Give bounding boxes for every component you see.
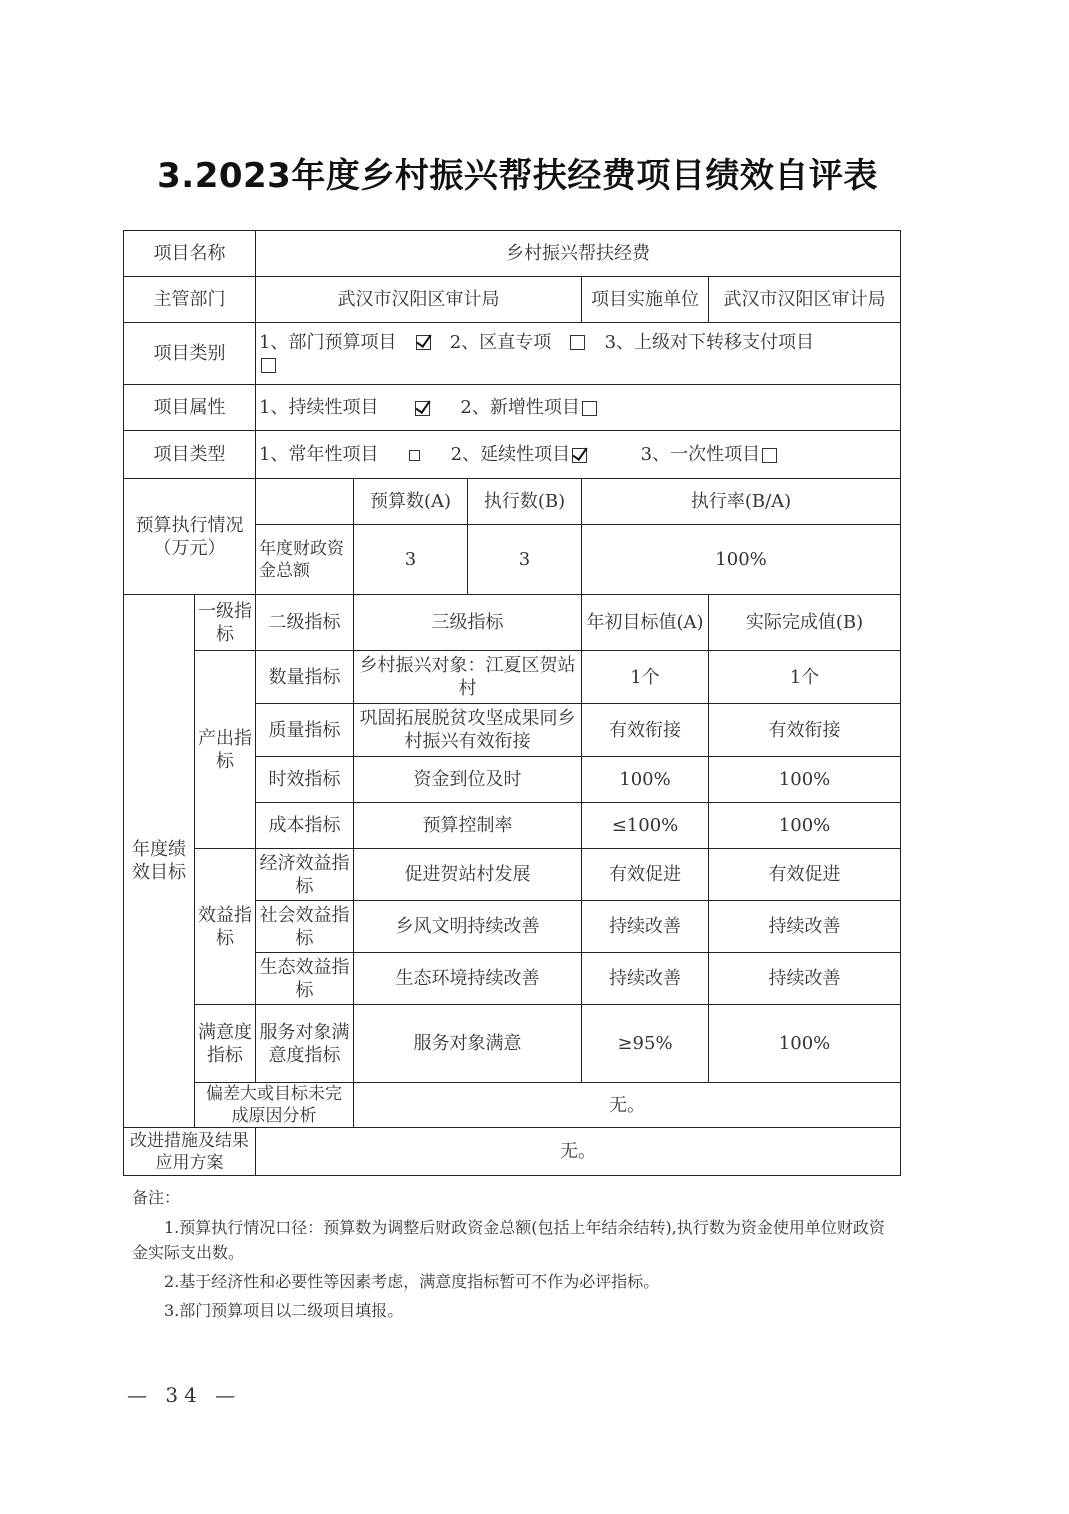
level3-cell: 预算控制率 [354, 803, 582, 849]
level3-cell: 促进贺站村发展 [354, 849, 582, 901]
level3-cell: 巩固拓展脱贫攻坚成果同乡村振兴有效衔接 [354, 704, 582, 757]
level2-cell: 经济效益指标 [256, 849, 354, 901]
row-budget-header [124, 479, 901, 525]
type-option-2: 2、延续性项目 [450, 444, 571, 465]
checkbox-checked-icon[interactable] [416, 335, 431, 350]
checkbox-empty-icon[interactable] [570, 335, 585, 350]
target-cell: 持续改善 [582, 953, 709, 1005]
type-option-1: 1、常年性项目 [259, 444, 379, 465]
page-number: — 34 — [127, 1383, 242, 1407]
attribute-options [256, 385, 901, 431]
budget-budgeted-value: 3 [354, 525, 468, 595]
checkbox-checked-icon[interactable] [572, 448, 587, 463]
checkbox-empty-icon[interactable] [261, 358, 276, 373]
impl-unit-value: 武汉市汉阳区审计局 [709, 277, 901, 323]
checkbox-empty-icon[interactable] [582, 401, 597, 416]
level2-cell: 成本指标 [256, 803, 354, 849]
budget-executed-value: 3 [468, 525, 582, 595]
header-actual: 实际完成值(B) [709, 595, 901, 651]
target-cell: 持续改善 [582, 901, 709, 953]
impl-unit-label: 项目实施单位 [582, 277, 709, 323]
level3-cell: 乡风文明持续改善 [354, 901, 582, 953]
row-department [124, 277, 901, 323]
budget-row-label: 年度财政资金总额 [256, 525, 354, 595]
type-option-3: 3、一次性项目 [640, 444, 761, 465]
level3-cell: 资金到位及时 [354, 757, 582, 803]
target-cell: ≥95% [582, 1005, 709, 1083]
note-item: 1.预算执行情况口径：预算数为调整后财政资金总额(包括上年结余结转),执行数为资金使用单位财政资金实际支出数。 [132, 1218, 885, 1262]
note-item: 2.基于经济性和必要性等因素考虑，满意度指标暂可不作为必评指标。 [164, 1272, 660, 1291]
row-type [124, 431, 901, 479]
row-project-name [124, 231, 901, 277]
level2-cell: 服务对象满意度指标 [256, 1005, 354, 1083]
checkbox-empty-icon[interactable] [762, 448, 777, 463]
actual-cell: 1个 [709, 651, 901, 704]
attribute-option-2: 2、新增性项目 [460, 397, 580, 418]
actual-cell: 100% [709, 757, 901, 803]
row-indicator-header [124, 595, 901, 651]
table-row [124, 849, 901, 901]
department-value: 武汉市汉阳区审计局 [256, 277, 582, 323]
actual-cell: 持续改善 [709, 901, 901, 953]
note-item: 3.部门预算项目以二级项目填报。 [164, 1301, 404, 1320]
header-level3: 三级指标 [354, 595, 582, 651]
row-category [124, 323, 901, 385]
actual-cell: 持续改善 [709, 953, 901, 1005]
category-option-1: 1、部门预算项目 [259, 331, 397, 353]
level3-cell: 服务对象满意 [354, 1005, 582, 1083]
row-improvement [124, 1128, 901, 1176]
checkbox-checked-icon[interactable] [415, 401, 430, 416]
header-level2: 二级指标 [256, 595, 354, 651]
category-label: 项目类别 [124, 323, 256, 385]
row-deviation [124, 1083, 901, 1128]
level2-cell: 质量指标 [256, 704, 354, 757]
budget-rate-value: 100% [582, 525, 901, 595]
budget-header-rate: 执行率(B/A) [582, 479, 901, 525]
level2-cell: 生态效益指标 [256, 953, 354, 1005]
improvement-label: 改进措施及结果应用方案 [124, 1128, 256, 1176]
level1-satisfaction: 满意度指标 [195, 1005, 256, 1083]
table-row [124, 651, 901, 704]
project-name-label: 项目名称 [124, 231, 256, 277]
department-label: 主管部门 [124, 277, 256, 323]
budget-header-blank [256, 479, 354, 525]
header-target: 年初目标值(A) [582, 595, 709, 651]
performance-label: 年度绩效目标 [124, 595, 195, 1128]
level1-output: 产出指标 [195, 651, 256, 849]
level1-benefit: 效益指标 [195, 849, 256, 1005]
budget-label: 预算执行情况 （万元） [124, 479, 256, 595]
project-name-value: 乡村振兴帮扶经费 [256, 231, 901, 277]
level3-cell: 生态环境持续改善 [354, 953, 582, 1005]
improvement-value: 无。 [256, 1128, 901, 1176]
level2-cell: 时效指标 [256, 757, 354, 803]
target-cell: 有效促进 [582, 849, 709, 901]
target-cell: 100% [582, 757, 709, 803]
actual-cell: 100% [709, 1005, 901, 1083]
evaluation-table [123, 230, 901, 1176]
notes-section [132, 1183, 892, 1325]
attribute-option-1: 1、持续性项目 [259, 397, 379, 418]
target-cell: 有效衔接 [582, 704, 709, 757]
budget-header-budgeted: 预算数(A) [354, 479, 468, 525]
target-cell: 1个 [582, 651, 709, 704]
table-row [124, 1005, 901, 1083]
checkbox-empty-icon[interactable] [409, 450, 420, 461]
deviation-label: 偏差大或目标未完成原因分析 [195, 1083, 354, 1128]
level2-cell: 数量指标 [256, 651, 354, 704]
level3-cell: 乡村振兴对象：江夏区贺站村 [354, 651, 582, 704]
row-attribute [124, 385, 901, 431]
notes-heading: 备注： [132, 1188, 181, 1207]
type-options [256, 431, 901, 479]
category-options [256, 323, 901, 385]
actual-cell: 有效促进 [709, 849, 901, 901]
category-option-3: 3、上级对下转移支付项目 [604, 331, 815, 353]
type-label: 项目类型 [124, 431, 256, 479]
target-cell: ≤100% [582, 803, 709, 849]
header-level1: 一级指标 [195, 595, 256, 651]
category-option-2: 2、区直专项 [449, 331, 552, 353]
deviation-value: 无。 [354, 1083, 901, 1128]
actual-cell: 100% [709, 803, 901, 849]
attribute-label: 项目属性 [124, 385, 256, 431]
budget-header-executed: 执行数(B) [468, 479, 582, 525]
actual-cell: 有效衔接 [709, 704, 901, 757]
level2-cell: 社会效益指标 [256, 901, 354, 953]
page-title: 3.2023年度乡村振兴帮扶经费项目绩效自评表 [157, 156, 878, 196]
